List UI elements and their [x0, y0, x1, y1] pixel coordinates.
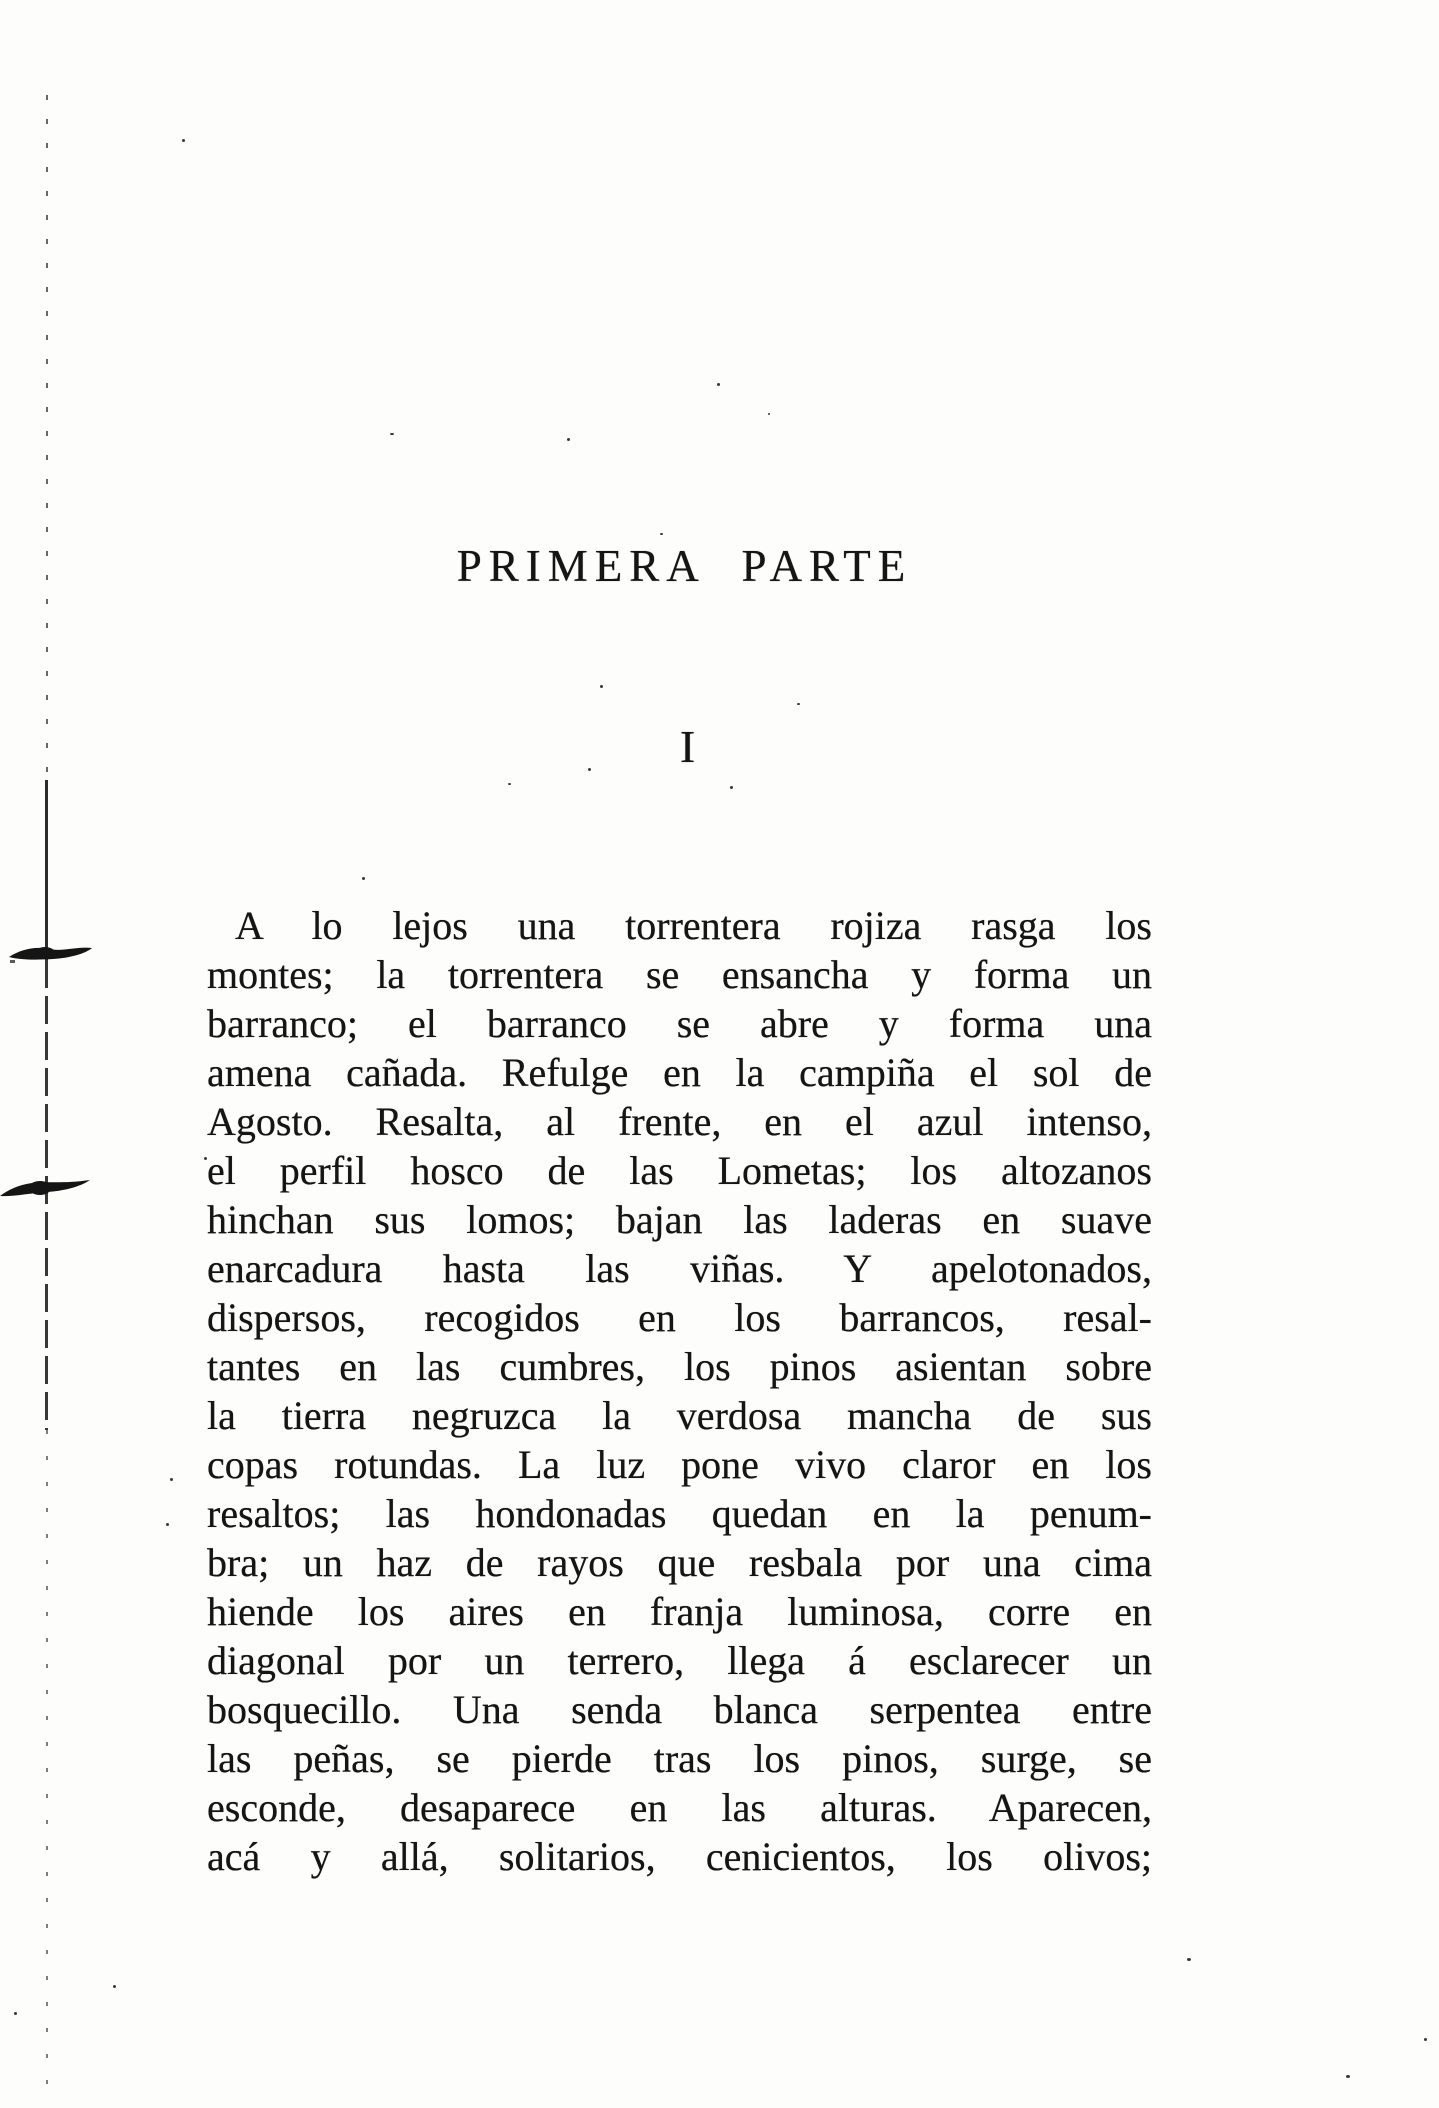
scan-speck [362, 877, 365, 880]
scan-speck [1424, 2038, 1427, 2041]
text-line: A lo lejos una torrentera rojiza rasga los [235, 903, 1152, 948]
text-line: Agosto. Resalta, al frente, en el azul intenso, [207, 1099, 1152, 1144]
paragraph [207, 901, 1152, 1881]
text-line: el perfil hosco de las Lometas; los altozanos [207, 1148, 1152, 1193]
text-line: enarcadura hasta las viñas. Y apelotonados, [207, 1246, 1152, 1291]
chapter-numeral: I [679, 721, 696, 772]
text-line: las peñas, se pierde tras los pinos, surge, se [207, 1736, 1152, 1781]
text-line: tantes en las cumbres, los pinos asientan sobre [207, 1344, 1152, 1389]
scan-speck [113, 1985, 116, 1988]
text-line: hiende los aires en franja luminosa, corre en [207, 1589, 1152, 1634]
text-line: la tierra negruzca la verdosa mancha de sus [207, 1393, 1152, 1438]
text-line: montes; la torrentera se ensancha y forma un [207, 952, 1152, 997]
scan-speck [14, 2012, 17, 2015]
text-line: acá y allá, solitarios, cenicientos, los olivos; [207, 1834, 1152, 1879]
crease-segment [46, 95, 48, 780]
text-line: hinchan sus lomos; bajan las laderas en suave [207, 1197, 1152, 1242]
crease-segment [45, 780, 48, 960]
text-line: bra; un haz de rayos que resbala por una cima [207, 1540, 1152, 1585]
text-line: resaltos; las hondonadas quedan en la penum- [207, 1491, 1152, 1536]
scan-speck [170, 1478, 173, 1481]
scan-speck [204, 1157, 207, 1160]
text-line: diagonal por un terrero, llega á esclarecer un [207, 1638, 1152, 1683]
ink-dash-mark-icon [8, 940, 94, 970]
scan-speck [508, 783, 511, 785]
text-line: bosquecillo. Una senda blanca serpentea entre [207, 1687, 1152, 1732]
part-title: PRIMERA PARTE [456, 541, 913, 591]
ink-dash-mark-icon [0, 1170, 92, 1204]
text-line: amena cañada. Refulge en la campiña el sol de [207, 1050, 1152, 1095]
scan-speck [600, 685, 603, 688]
scan-speck [166, 1523, 169, 1526]
scan-speck [730, 786, 733, 789]
crease-segment [46, 1430, 48, 2100]
scan-speck [588, 768, 591, 771]
text-line: dispersos, recogidos en los barrancos, resal- [207, 1295, 1152, 1340]
scan-speck [717, 383, 720, 386]
scan-speck [768, 413, 770, 415]
scan-speck [567, 438, 570, 441]
scan-speck [1187, 1958, 1191, 1961]
text-line: esconde, desaparece en las alturas. Aparecen, [207, 1785, 1152, 1830]
scan-speck [390, 433, 394, 435]
text-line: copas rotundas. La luz pone vivo claror en los [207, 1442, 1152, 1487]
scan-speck [797, 703, 800, 705]
scan-speck [182, 139, 185, 142]
scan-speck [660, 533, 663, 535]
scan-speck [1346, 2075, 1350, 2078]
text-line: barranco; el barranco se abre y forma una [207, 1001, 1152, 1046]
